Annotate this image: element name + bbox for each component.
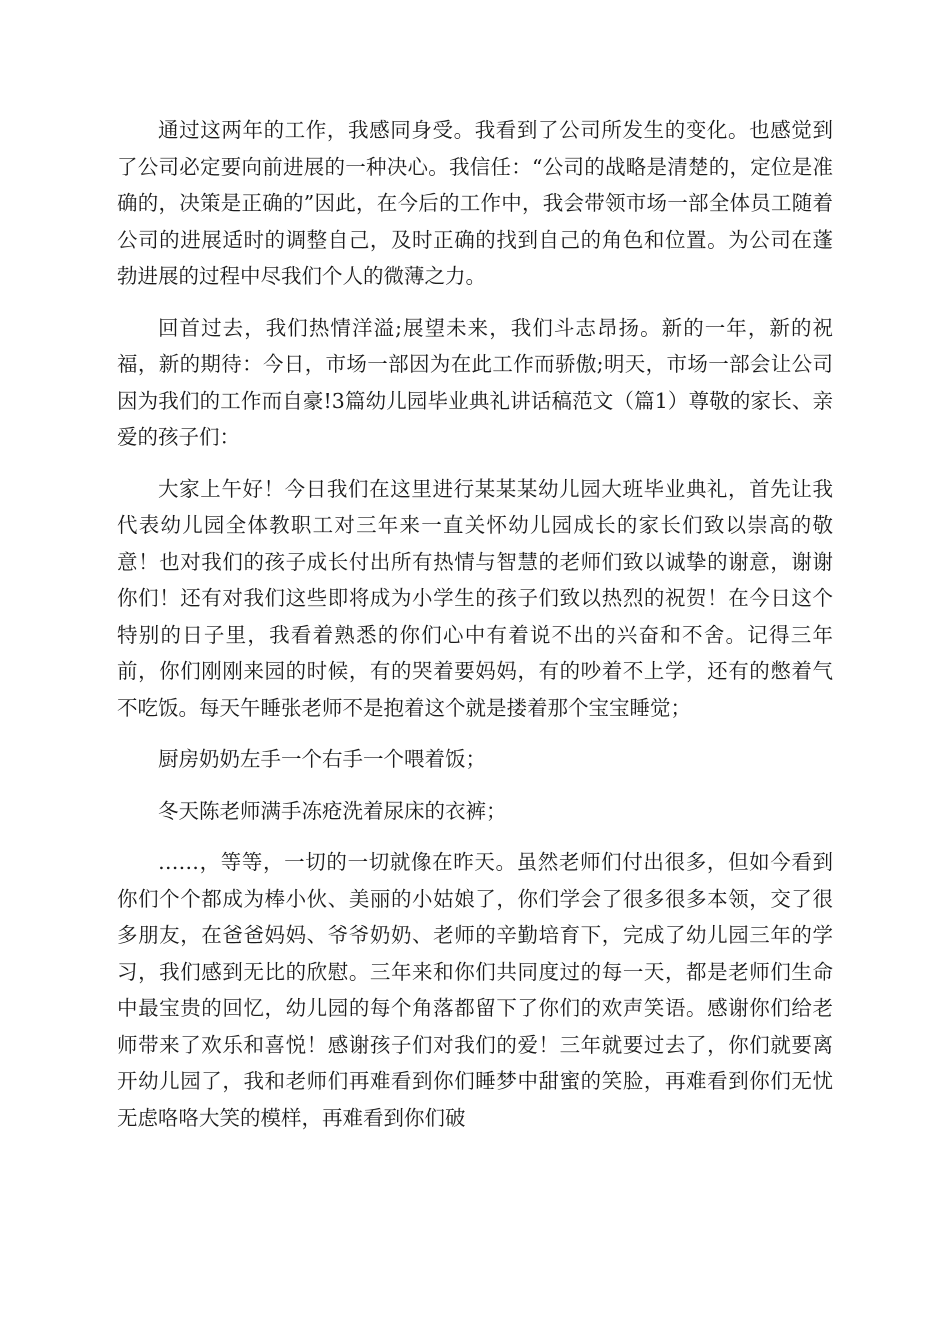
- document-body: [117, 112, 833, 1151]
- paragraph-kitchen-grandma: 厨房奶奶左手一个右手一个喂着饭；: [158, 747, 486, 771]
- paragraph-looking-back: 回首过去，我们热情洋溢;展望未来，我们斗志昂扬。新的一年，新的祝福，新的期待：今日，市场一部因为在此工作而骄傲;明天，市场一部会让公司因为我们的工作而自豪!3篇幼儿园毕业典礼讲话稿范文（篇1）尊敬的家长、亲爱的孩子们：: [117, 315, 833, 449]
- paragraph-memories: ……，等等，一切的一切就像在昨天。虽然老师们付出很多，但如今看到你们个个都成为棒小伙、美丽的小姑娘了，你们学会了很多很多本领，交了很多朋友，在爸爸妈妈、爷爷奶奶、老师的辛勤培育下，完成了幼儿园三年的学习，我们感到无比的欣慰。三年来和你们共同度过的每一天，都是老师们生命中最宝贵的回忆，幼儿园的每个角落都留下了你们的欢声笑语。感谢你们给老师带来了欢乐和喜悦！感谢孩子们对我们的爱！三年就要过去了，你们就要离开幼儿园了，我和老师们再难看到你们睡梦中甜蜜的笑脸，再难看到你们无忧无虑咯咯大笑的模样，再难看到你们破: [117, 850, 833, 1130]
- paragraph-graduation-greeting: 大家上午好！今日我们在这里进行某某某幼儿园大班毕业典礼，首先让我代表幼儿园全体教职工对三年来一直关怀幼儿园成长的家长们致以崇高的敬意！也对我们的孩子成长付出所有热情与智慧的老师们致以诚挚的谢意，谢谢你们！还有对我们这些即将成为小学生的孩子们致以热烈的祝贺！在今日这个特别的日子里，我看着熟悉的你们心中有着说不出的兴奋和不舍。记得三年前，你们刚刚来园的时候，有的哭着要妈妈，有的吵着不上学，还有的憋着气不吃饭。每天午睡张老师不是抱着这个就是搂着那个宝宝睡觉；: [117, 476, 833, 720]
- paragraph-company-review: 通过这两年的工作，我感同身受。我看到了公司所发生的变化。也感觉到了公司必定要向前进展的一种决心。我信任：“公司的战略是清楚的，定位是准确的，决策是正确的”因此，在今后的工作中，我会带领市场一部全体员工随着公司的进展适时的调整自己，及时正确的找到自己的角色和位置。为公司在蓬勃进展的过程中尽我们个人的微薄之力。: [117, 118, 833, 288]
- paragraph-winter-teacher: 冬天陈老师满手冻疮洗着尿床的衣裤；: [158, 798, 507, 823]
